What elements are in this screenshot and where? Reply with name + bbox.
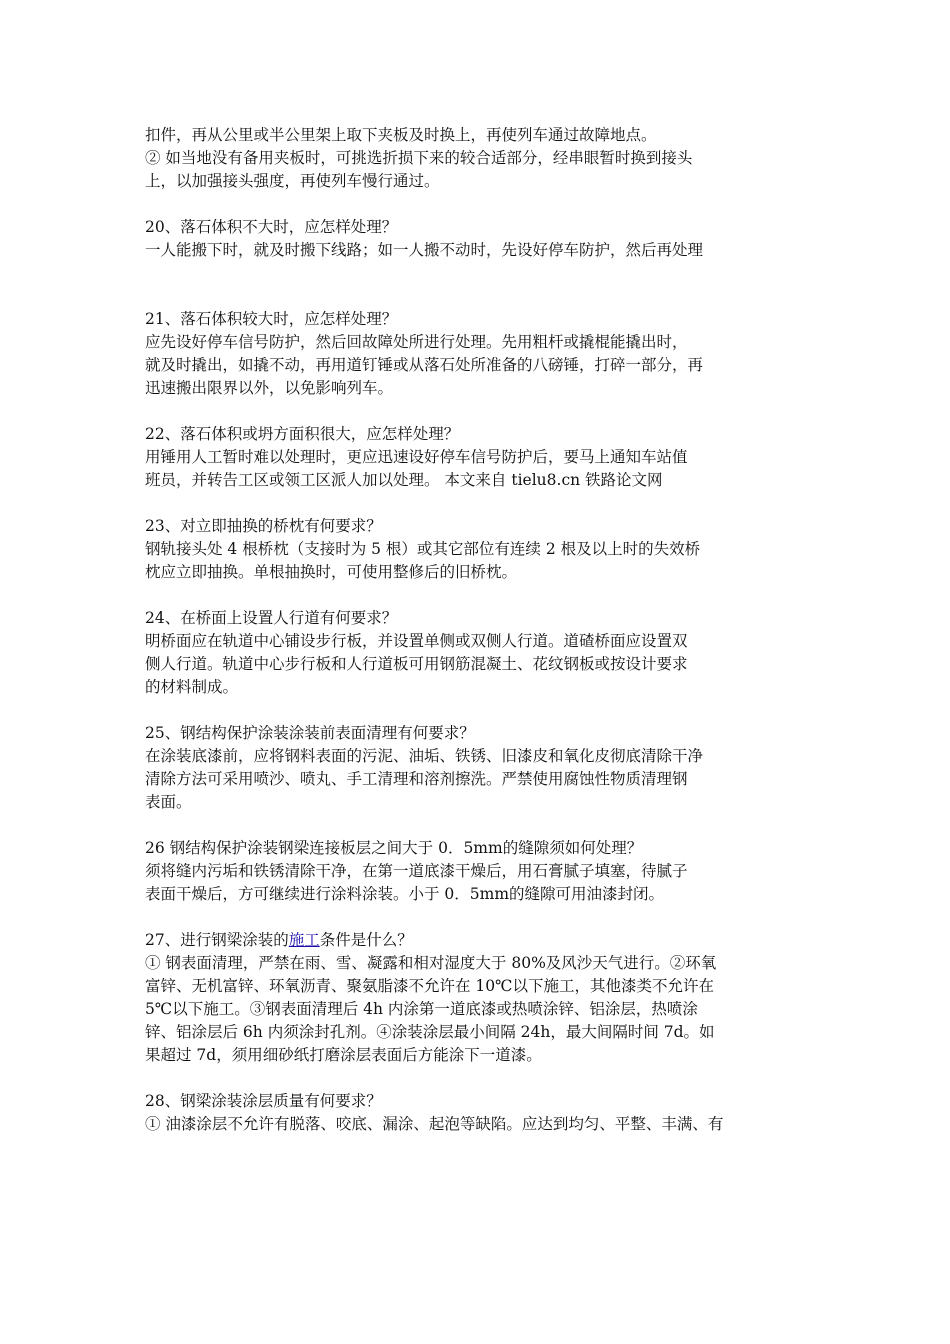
- document-body: [145, 124, 810, 1136]
- answer-22-line-1: 用锤用人工暂时难以处理时，更应迅速设好停车信号防护后，要马上通知车站值: [145, 448, 688, 466]
- question-27-suffix: 条件是什么？: [319, 931, 413, 949]
- answer-20-line-1: 一人能搬下时，就及时搬下线路；如一人搬不动时，先设好停车防护，然后再处理: [145, 241, 704, 259]
- question-25: 25、钢结构保护涂装涂装前表面清理有何要求？: [145, 724, 475, 742]
- answer-26-line-1: 须将缝内污垢和铁锈清除干净，在第一道底漆干燥后，用石膏腻子填塞，待腻子: [145, 862, 688, 880]
- answer-28-line-1: ① 油漆涂层不允许有脱落、咬底、漏涂、起泡等缺陷。应达到均匀、平整、丰满、有: [145, 1115, 724, 1133]
- answer-23-line-1: 钢轨接头处 4 根桥枕（支接时为 5 根）或其它部位有连续 2 根及以上时的失效桥: [145, 540, 701, 558]
- question-23: 23、对立即抽换的桥枕有何要求？: [145, 517, 382, 535]
- intro-line-1: 扣件，再从公里或半公里架上取下夹板及时换上，再使列车通过故障地点。: [145, 126, 657, 144]
- question-26: 26 钢结构保护涂装钢梁连接板层之间大于 0．5mm的缝隙须如何处理？: [145, 839, 643, 857]
- answer-21-line-3: 迅速搬出限界以外，以免影响列车。: [145, 379, 394, 397]
- answer-26-line-2: 表面干燥后，方可继续进行涂料涂装。小于 0．5mm的缝隙可用油漆封闭。: [145, 885, 665, 903]
- question-24: 24、在桥面上设置人行道有何要求？: [145, 609, 398, 627]
- answer-27-line-5: 果超过 7d，须用细砂纸打磨涂层表面后方能涂下一道漆。: [145, 1046, 542, 1064]
- question-27: [145, 929, 810, 952]
- answer-21-line-1: 应先设好停车信号防护，然后回故障处所进行处理。先用粗杆或撬棍能撬出时，: [145, 333, 688, 351]
- question-21: 21、落石体积较大时，应怎样处理？: [145, 310, 398, 328]
- answer-25-line-1: 在涂装底漆前，应将钢料表面的污泥、油垢、铁锈、旧漆皮和氧化皮彻底清除干净: [145, 747, 704, 765]
- answer-27-line-1: ① 钢表面清理，严禁在雨、雪、凝露和相对湿度大于 80%及风沙天气进行。②环氧: [145, 954, 717, 972]
- answer-23-line-2: 枕应立即抽换。单根抽换时，可使用整修后的旧桥枕。: [145, 563, 518, 581]
- intro-line-2: ② 如当地没有备用夹板时，可挑选折损下来的较合适部分，经串眼暂时换到接头: [145, 149, 693, 167]
- answer-22-line-2: 班员，并转告工区或领工区派人加以处理。 本文来自 tielu8.cn 铁路论文网: [145, 471, 663, 489]
- answer-27-line-2: 富锌、无机富锌、环氧沥青、聚氨脂漆不允许在 10℃以下施工，其他漆类不允许在: [145, 977, 714, 995]
- question-22: 22、落石体积或坍方面积很大，应怎样处理？: [145, 425, 460, 443]
- answer-24-line-3: 的材料制成。: [145, 678, 239, 696]
- answer-21-line-2: 就及时撬出，如撬不动，再用道钉锤或从落石处所准备的八磅锤，打碎一部分，再: [145, 356, 704, 374]
- answer-27-line-4: 锌、铝涂层后 6h 内须涂封孔剂。④涂装涂层最小间隔 24h，最大间隔时间 7d。如: [145, 1023, 715, 1041]
- answer-25-line-3: 表面。: [145, 793, 192, 811]
- question-20: 20、落石体积不大时，应怎样处理？: [145, 218, 398, 236]
- answer-24-line-1: 明桥面应在轨道中心铺设步行板，并设置单侧或双侧人行道。道碴桥面应设置双: [145, 632, 688, 650]
- answer-27-line-3: 5℃以下施工。③钢表面清理后 4h 内涂第一道底漆或热喷涂锌、铝涂层，热喷涂: [145, 1000, 698, 1018]
- question-27-prefix: 27、进行钢梁涂装的: [145, 931, 289, 949]
- answer-25-line-2: 清除方法可采用喷沙、喷丸、手工清理和溶剂擦洗。严禁使用腐蚀性物质清理钢: [145, 770, 688, 788]
- question-28: 28、钢梁涂装涂层质量有何要求？: [145, 1092, 382, 1110]
- answer-24-line-2: 侧人行道。轨道中心步行板和人行道板可用钢筋混凝土、花纹钢板或按设计要求: [145, 655, 688, 673]
- construction-link[interactable]: 施工: [288, 931, 320, 949]
- intro-line-3: 上，以加强接头强度，再使列车慢行通过。: [145, 172, 440, 190]
